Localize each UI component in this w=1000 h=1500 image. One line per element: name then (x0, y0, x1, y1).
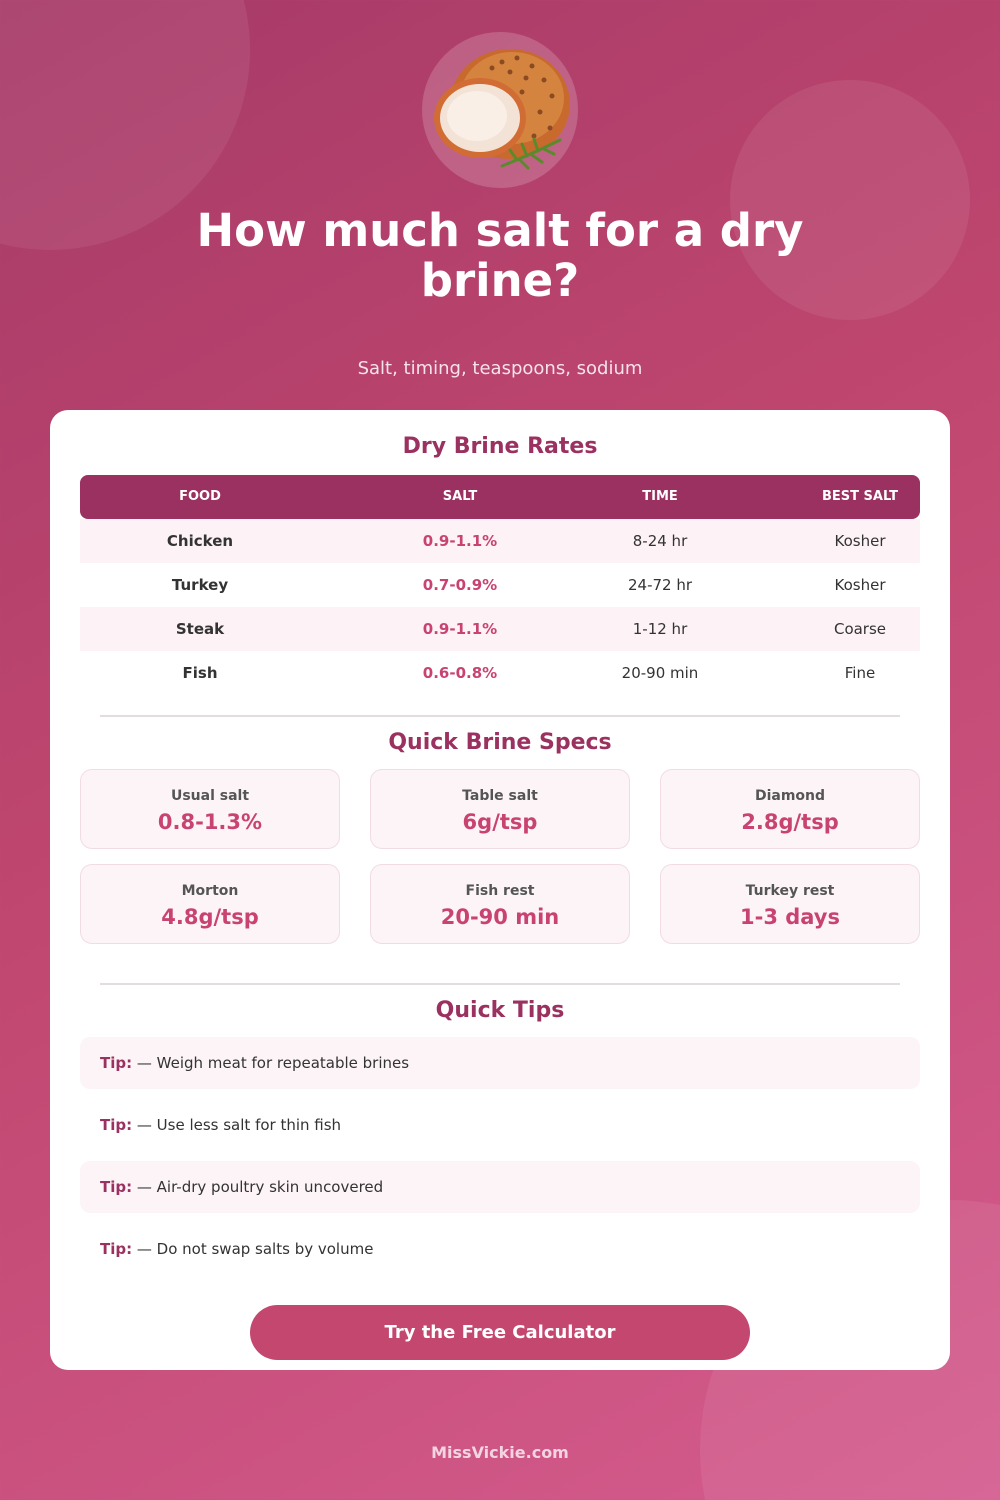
tip-label: Tip: (100, 1178, 133, 1196)
salt-cell: 0.6-0.8% (422, 664, 498, 682)
spec-value: 6g/tsp (462, 810, 538, 834)
tip-text: — Do not swap salts by volume (136, 1240, 374, 1258)
food-cell: Fish (182, 664, 218, 682)
time-cell: 1-12 hr (632, 620, 688, 638)
tip-item (80, 1161, 920, 1213)
table-row (80, 563, 920, 607)
calculator-button[interactable]: Try the Free Calculator (250, 1305, 750, 1360)
rates-table (80, 475, 920, 695)
spec-label: Turkey rest (745, 883, 835, 899)
salt-cell: 0.7-0.9% (422, 576, 498, 594)
salt-cell: 0.9-1.1% (422, 532, 498, 550)
tip-text: — Air-dry poultry skin uncovered (136, 1178, 384, 1196)
spec-label: Diamond (754, 788, 826, 804)
time-cell: 24-72 hr (627, 576, 693, 594)
time-cell: 20-90 min (621, 664, 699, 682)
table-row (80, 651, 920, 695)
tip-text: — Use less salt for thin fish (136, 1116, 342, 1134)
page-subtitle: Salt, timing, teaspoons, sodium (357, 358, 643, 379)
column-header-best-salt: BEST SALT (822, 489, 898, 504)
spec-card (660, 864, 920, 944)
spec-card (660, 769, 920, 849)
best-salt-cell: Coarse (833, 620, 887, 638)
spec-value: 4.8g/tsp (161, 905, 259, 929)
spec-card (370, 769, 630, 849)
spec-card (370, 864, 630, 944)
column-header-time: TIME (642, 489, 678, 504)
table-row (80, 607, 920, 651)
roast-meat-icon (422, 32, 578, 188)
content-card (50, 410, 950, 1370)
spec-card (80, 864, 340, 944)
tip-label: Tip: (100, 1054, 133, 1072)
food-cell: Steak (175, 620, 225, 638)
table-header (80, 475, 920, 519)
tip-label: Tip: (100, 1116, 133, 1134)
best-salt-cell: Fine (844, 664, 876, 682)
section-divider (100, 715, 900, 717)
page-title: How much salt for a dry brine? (196, 204, 804, 307)
spec-label: Fish rest (465, 883, 535, 899)
tip-item (80, 1037, 920, 1089)
tip-item (80, 1223, 920, 1275)
food-cell: Turkey (171, 576, 229, 594)
best-salt-cell: Kosher (834, 576, 886, 594)
tips-heading: Quick Tips (435, 998, 565, 1023)
spec-value: 20-90 min (440, 905, 560, 929)
spec-card (80, 769, 340, 849)
column-header-salt: SALT (442, 489, 478, 504)
salt-cell: 0.9-1.1% (422, 620, 498, 638)
food-cell: Chicken (166, 532, 234, 550)
spec-value: 2.8g/tsp (741, 810, 839, 834)
tip-item (80, 1099, 920, 1151)
spec-value: 0.8-1.3% (157, 810, 263, 834)
spec-value: 1-3 days (740, 905, 840, 929)
specs-heading: Quick Brine Specs (388, 730, 612, 755)
rates-heading: Dry Brine Rates (402, 434, 598, 459)
column-header-food: FOOD (179, 489, 221, 504)
table-row (80, 519, 920, 563)
time-cell: 8-24 hr (632, 532, 688, 550)
spec-label: Morton (181, 883, 239, 899)
best-salt-cell: Kosher (834, 532, 886, 550)
footer-site-link[interactable]: MissVickie.com (431, 1443, 569, 1462)
spec-label: Table salt (462, 788, 538, 804)
section-divider (100, 983, 900, 985)
hero-image (422, 32, 578, 188)
tip-text: — Weigh meat for repeatable brines (136, 1054, 410, 1072)
spec-label: Usual salt (170, 788, 250, 804)
tip-label: Tip: (100, 1240, 133, 1258)
